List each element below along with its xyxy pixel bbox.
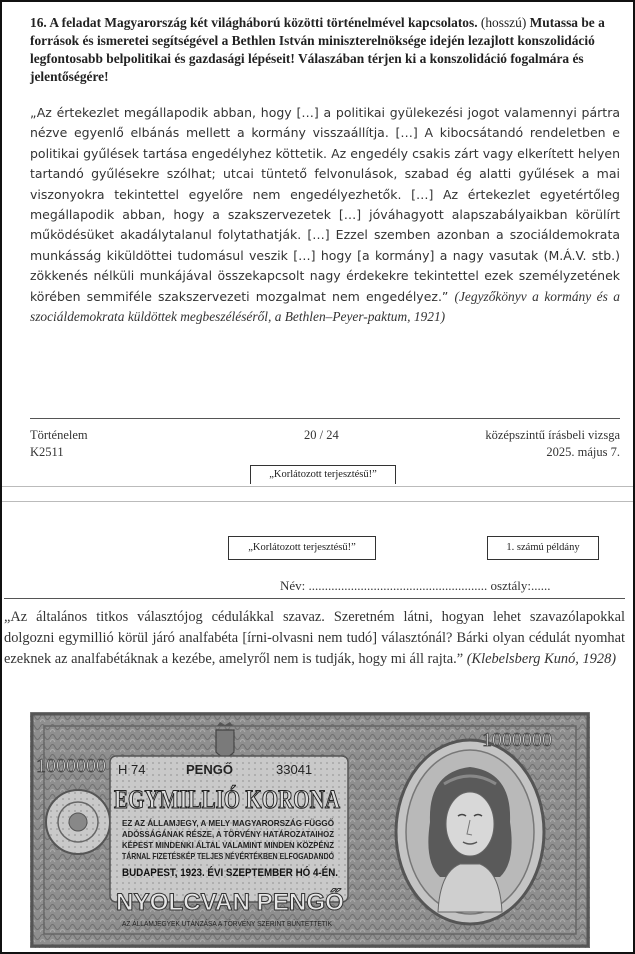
- portrait-woman-icon: [428, 767, 511, 912]
- pengo-top: PENGŐ: [186, 762, 233, 777]
- banknote-line-1: EZ AZ ÁLLAMJEGY, A MELY MAGYARORSZÁG FÜGGŐ: [122, 818, 342, 828]
- restricted-stamp: „Korlátozott terjesztésű!”: [228, 536, 376, 560]
- page-break: [2, 486, 633, 502]
- footer-right: [485, 427, 620, 461]
- coat-of-arms-icon: [216, 730, 234, 757]
- footer-code: K2511: [30, 445, 64, 459]
- serial-right: 33041: [276, 762, 313, 777]
- task-block: [30, 14, 620, 86]
- restricted-stamp-top: „Korlátozott terjesztésű!”: [250, 465, 396, 484]
- footer-level: középszintű írásbeli vizsga: [485, 428, 620, 442]
- banknote-bottom-line: AZ ÁLLAMJEGYEK UTÁNZÁSA A TÖRVÉNY SZERINT BÜNTETTETIK: [122, 921, 346, 928]
- task-type: (hosszú): [480, 15, 527, 30]
- footer-left: [30, 427, 88, 461]
- source-1-citation: (Jegyzőkönyv a kormány és a szociáldemokrata küldöttek megbeszéléséről, a Bethlen–Peyer-paktum, 1921): [30, 288, 620, 325]
- banknote-line-3: KÉPEST MINDENKI ÁLTAL VALAMINT MINDEN KÖZPÉNZ: [122, 840, 351, 850]
- banknote-image: [30, 712, 590, 948]
- source-1: [30, 103, 620, 327]
- task-instruction: Mutassa be a források és ismeretei segítségével a Bethlen István miniszterelnöksége idején lezajlott konszolidáció legfontosabb belpolitikai és gazdasági lépéseit! Válaszában térjen ki a konszolidáció fogalmára és jelentőségére!: [30, 15, 605, 84]
- name-class-line: Név: ....................................................... osztály:......: [280, 578, 551, 593]
- banknote-line-2: ADÓSSÁGÁNAK RÉSZE, A TÖRVÉNY HATÁROZATAIHOZ: [122, 829, 350, 839]
- corner-value-right: 1000000: [482, 729, 552, 751]
- banknote-line-4: TÁRNAL FIZETÉSKÉP TELJES NÉVÉRTÉKBEN ELFOGADANDÓ: [122, 851, 378, 861]
- task-heading: 16. A feladat Magyarország két világháború közötti történelmével kapcsolatos.: [30, 15, 478, 30]
- corner-value-left: 1000000: [36, 755, 106, 777]
- banknote-title: EGYMILLIÓ KORONA: [114, 785, 341, 814]
- serial-left: H 74: [118, 762, 146, 777]
- source-2: [4, 607, 625, 670]
- source-1-text: „Az értekezlet megállapodik abban, hogy […] a politikai gyülekezési jogot valamennyi pártra nézve egyenlő elbánás mellett a kormány visszaállítja. […] A kibocsátandó rendeletben e politikai gyűlések tartása engedélyhez köttetik. Az engedély csakis zárt vagy elkerített helyen tartandó gyűlésekre szólhat; utcai tüntető felvonulások, szabad ég alatti gyűlések a mai viszonyokra tekintettel egyelőre nem engedélyezhetők. […] Az értekezlet egyetértőleg megállapodik abban, hogy a szakszervezetek […] jóváhagyott alapszabályaikban körülírt működésüket akadálytalanul folytathatják. […] Ezzel szemben azonban a szociáldemokrata munkásság kiküldöttei tudomásul veszik […] hogy [a kormány] a nagy vasutak (M.Á.V. stb.) zökkenés nélküli munkájával összekapcsolt nagy érdekekre tekintettel ezek személyzetének körében semmiféle szakszervezeti mozgalmat nem engedélyez.”: [30, 105, 620, 304]
- source-2-citation: (Klebelsberg Kunó, 1928): [466, 651, 617, 667]
- footer-subject: Történelem: [30, 428, 88, 442]
- banknote-graphic: [30, 712, 590, 948]
- source-2-text: „Az általános titkos választójog cédulákkal szavaz. Szeretném látni, hogyan lehet szavazólapokkal dolgozni egymillió körül járó analfabéta [írni-olvasni nem tudó] választónál? Bárki olyan cédulát nyomhat ezeknek az analfabétáknak a kezébe, amelyről nem is tudják, hogy mi áll rajta.”: [4, 609, 625, 667]
- footer-page: 20 / 24: [304, 428, 339, 442]
- task-text: [30, 14, 620, 86]
- copy-number-stamp: 1. számú példány: [487, 536, 599, 560]
- banknote-overprint: NYOLCVAN PENGŐ: [116, 889, 343, 916]
- footer-date: 2025. május 7.: [546, 445, 620, 459]
- name-rule: [4, 598, 625, 599]
- banknote-date-line: BUDAPEST, 1923. ÉVI SZEPTEMBER HÓ 4-ÉN.: [122, 867, 365, 879]
- footer-rule: [30, 418, 620, 419]
